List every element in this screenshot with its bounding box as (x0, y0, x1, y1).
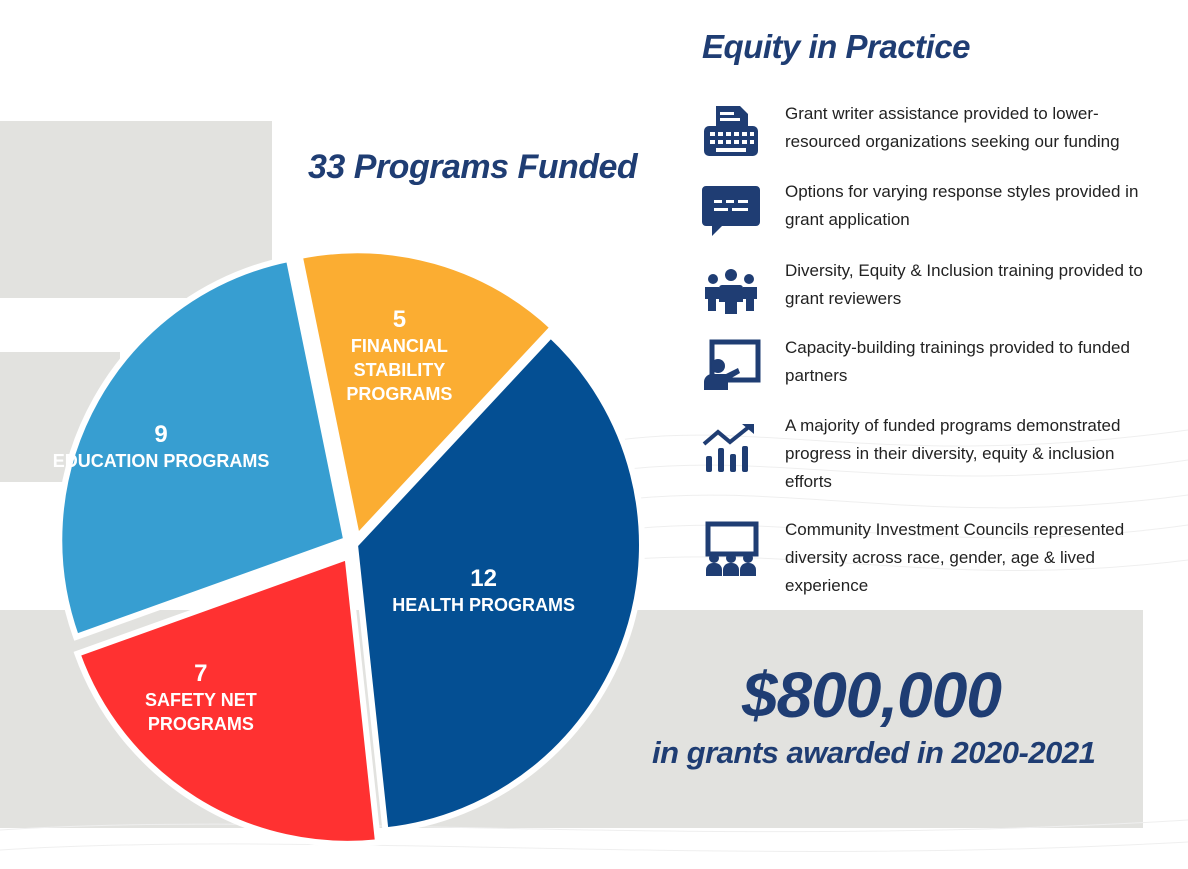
typewriter-icon (700, 102, 762, 158)
equity-item-text: A majority of funded programs demonstrated progress in their diversity, equity & inclusion efforts (785, 416, 1121, 491)
slice-name: EDUCATION PROGRAMS (52, 450, 270, 471)
equity-title: Equity in Practice (702, 28, 970, 65)
slice-value: 9 (154, 420, 168, 448)
slice-name: SAFETY NET PROGRAMS (145, 689, 257, 734)
slice-label (53, 421, 270, 473)
grant-amount: $800,000 (742, 659, 1001, 731)
slice-label (346, 306, 452, 406)
growth-chart-icon (700, 420, 762, 476)
equity-item-text: Capacity-building trainings provided to funded partners (785, 338, 1130, 385)
council-icon (700, 520, 762, 576)
group-people-icon (700, 265, 762, 321)
grant-caption: in grants awarded in 2020-2021 (652, 735, 1096, 770)
equity-item-text: Options for varying response styles provided in grant application (785, 182, 1139, 229)
slice-name: HEALTH PROGRAMS (392, 595, 575, 616)
speech-bubble-icon (700, 182, 762, 238)
slice-value: 12 (470, 565, 497, 593)
equity-item-text: Diversity, Equity & Inclusion training provided to grant reviewers (785, 261, 1143, 308)
slice-label (145, 660, 257, 736)
slice-value: 7 (194, 659, 208, 687)
slice-value: 5 (392, 306, 407, 334)
presentation-board-icon (700, 338, 762, 394)
equity-item-text: Community Investment Councils represented diversity across race, gender, age & lived experience (785, 520, 1125, 595)
slice-name: FINANCIAL STABILITY PROGRAMS (346, 336, 453, 405)
equity-item-text: Grant writer assistance provided to lower-resourced organizations seeking our funding (785, 104, 1120, 151)
chart-title: 33 Programs Funded (308, 148, 638, 186)
slice-label (392, 565, 575, 617)
